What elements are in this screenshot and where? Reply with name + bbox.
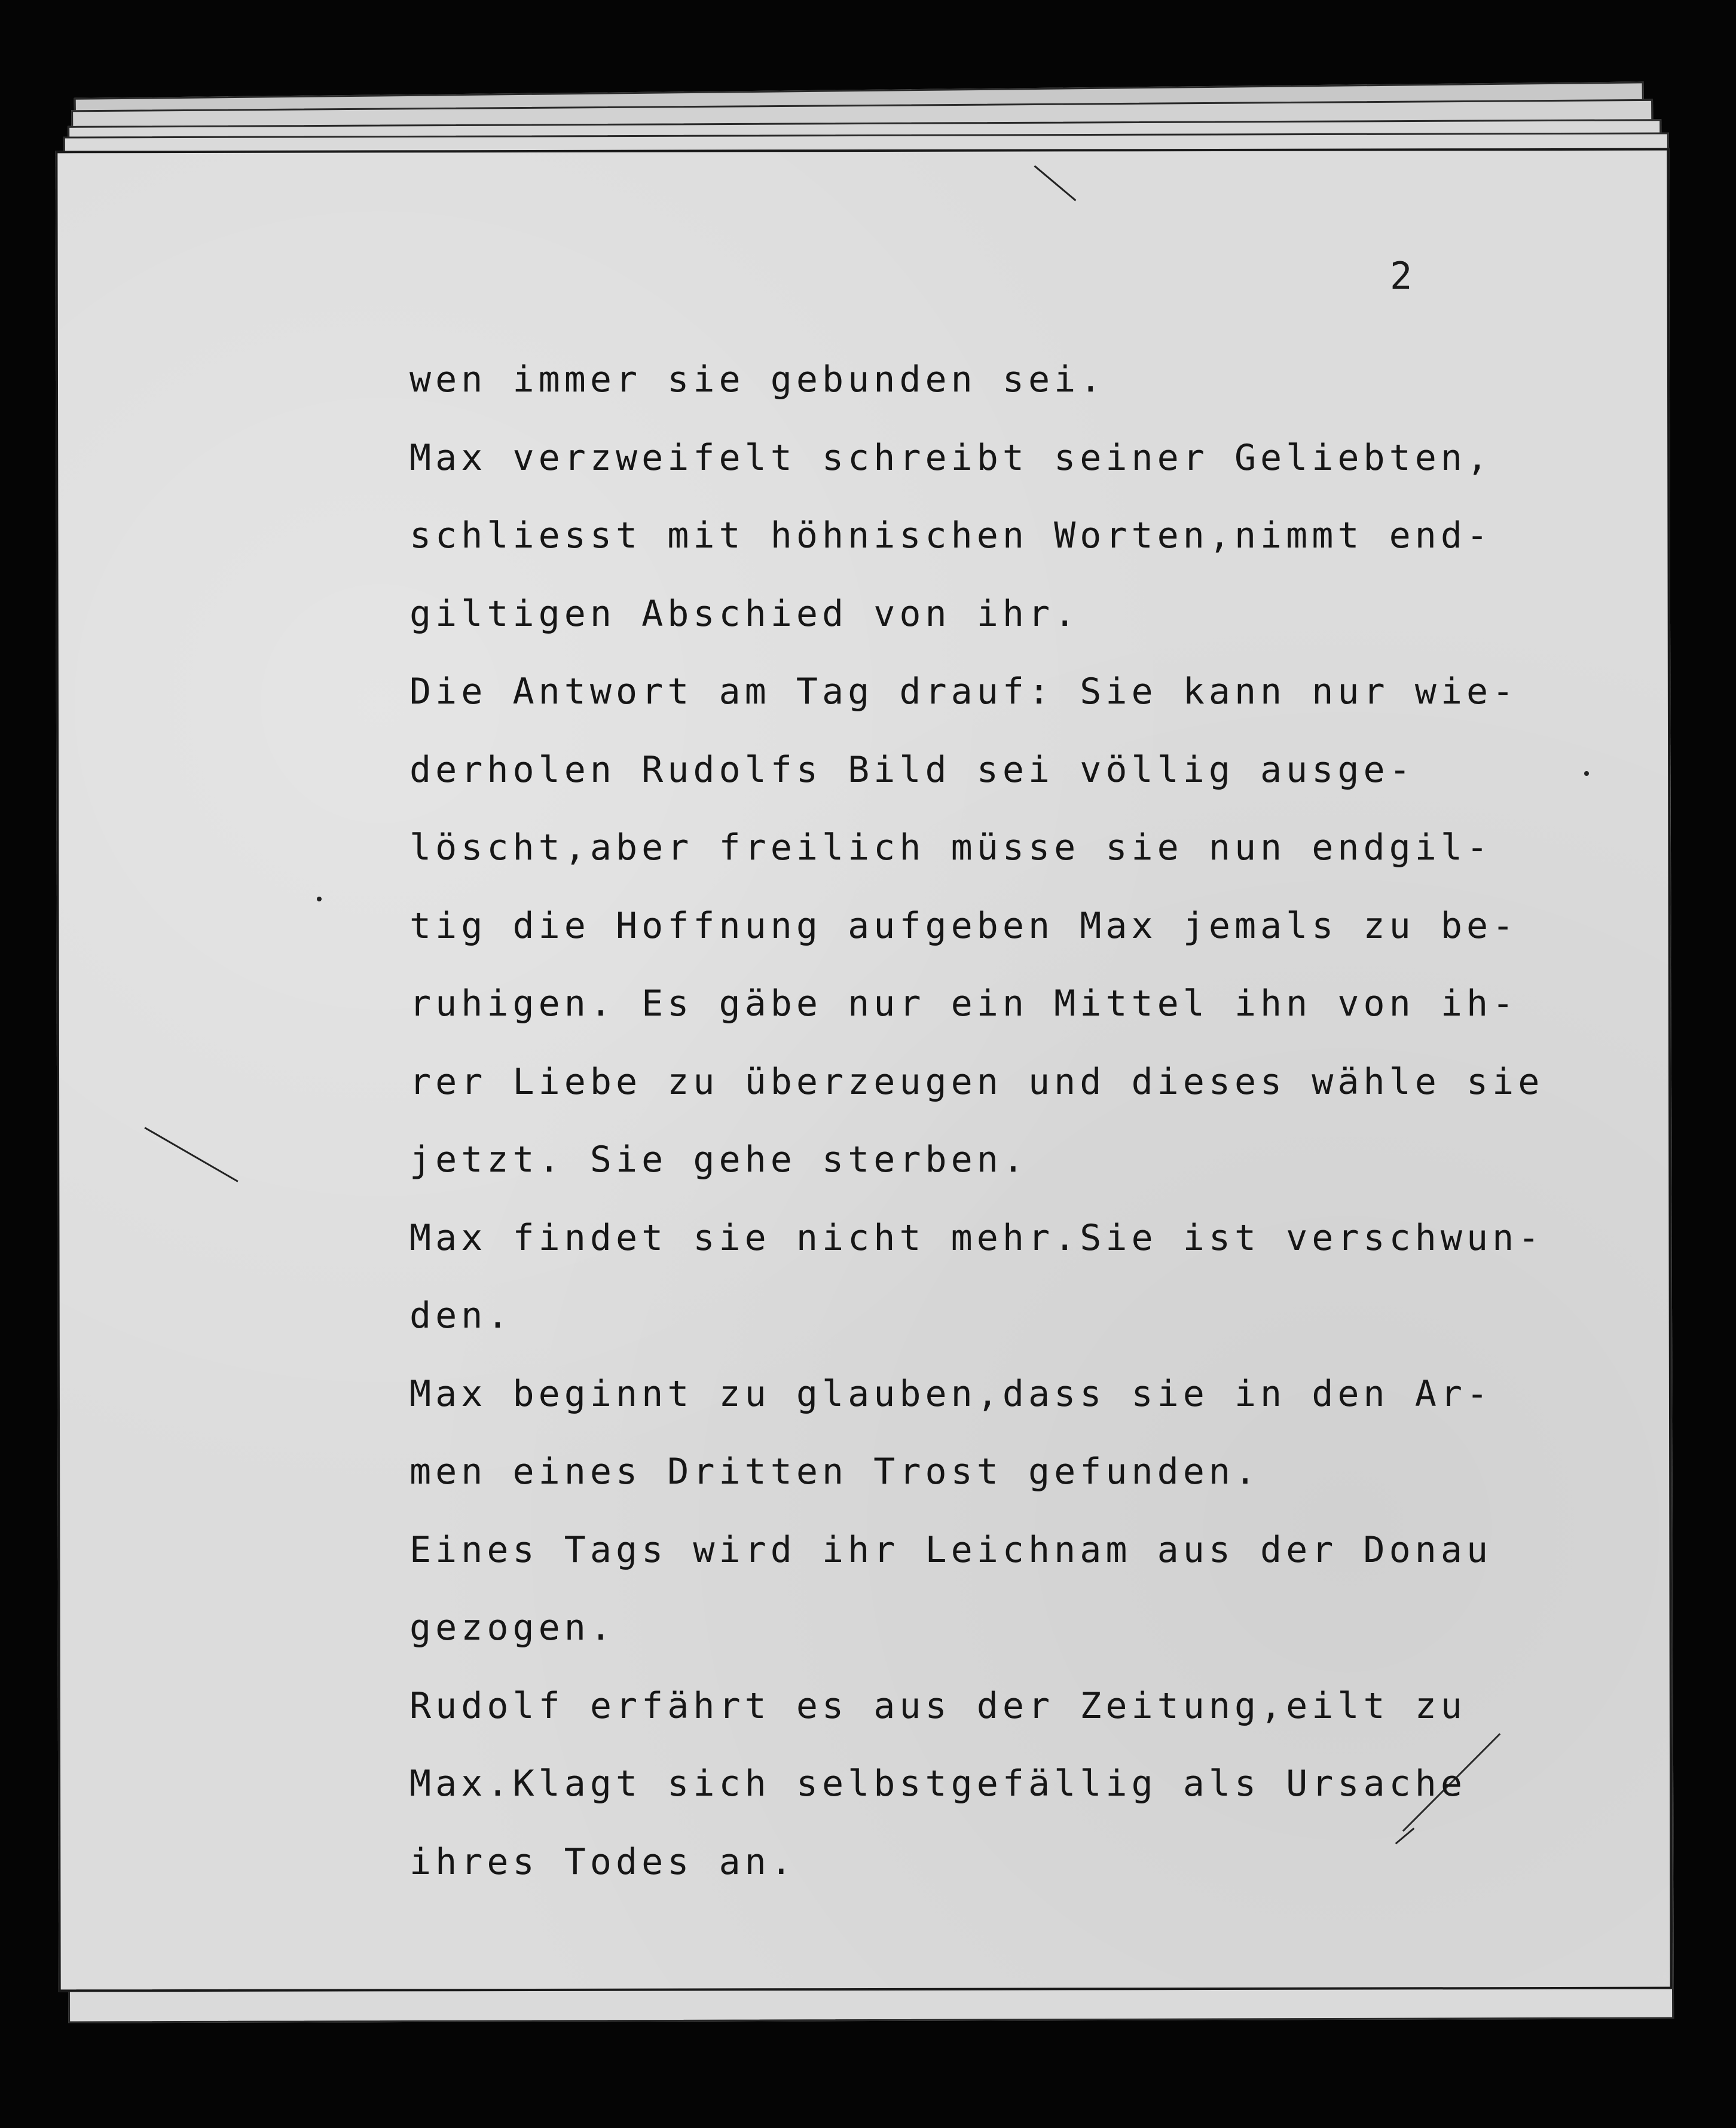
scan-speck xyxy=(1584,771,1589,776)
text-line: jetzt. Sie gehe sterben. xyxy=(409,1139,1028,1181)
text-line: löscht,aber freilich müsse sie nun endgil- xyxy=(409,827,1493,869)
typed-text-body xyxy=(409,341,1575,1901)
text-line: Max verzweifelt schreibt seiner Geliebten, xyxy=(409,436,1493,479)
text-line: Eines Tags wird ihr Leichnam aus der Donau xyxy=(409,1528,1493,1571)
text-line: ruhigen. Es gäbe nur ein Mittel ihn von ih- xyxy=(409,983,1518,1025)
text-line: wen immer sie gebunden sei. xyxy=(409,359,1106,400)
text-line: Rudolf erfährt es aus der Zeitung,eilt zu xyxy=(409,1684,1467,1727)
text-line: Max beginnt zu glauben,dass sie in den Ar- xyxy=(409,1372,1493,1415)
text-line: men eines Dritten Trost gefunden. xyxy=(409,1451,1261,1493)
scan-speck xyxy=(317,897,322,901)
text-line: derholen Rudolfs Bild sei völlig ausge- xyxy=(409,748,1415,791)
text-line: Die Antwort am Tag drauf: Sie kann nur wie- xyxy=(409,671,1518,713)
text-line: rer Liebe zu überzeugen und dieses wähle sie xyxy=(409,1060,1544,1103)
text-line: gezogen. xyxy=(409,1607,616,1649)
text-line: Max.Klagt sich selbstgefällig als Ursache xyxy=(409,1763,1467,1805)
text-line: den. xyxy=(409,1295,513,1337)
text-line: tig die Hoffnung aufgeben Max jemals zu be- xyxy=(409,904,1518,947)
text-line: schliesst mit höhnischen Worten,nimmt end- xyxy=(409,515,1493,557)
text-line: giltigen Abschied von ihr. xyxy=(409,592,1080,635)
page-number: 2 xyxy=(1390,254,1413,298)
text-line: ihres Todes an. xyxy=(409,1840,796,1883)
text-line: Max findet sie nicht mehr.Sie ist verschwun- xyxy=(409,1216,1544,1259)
